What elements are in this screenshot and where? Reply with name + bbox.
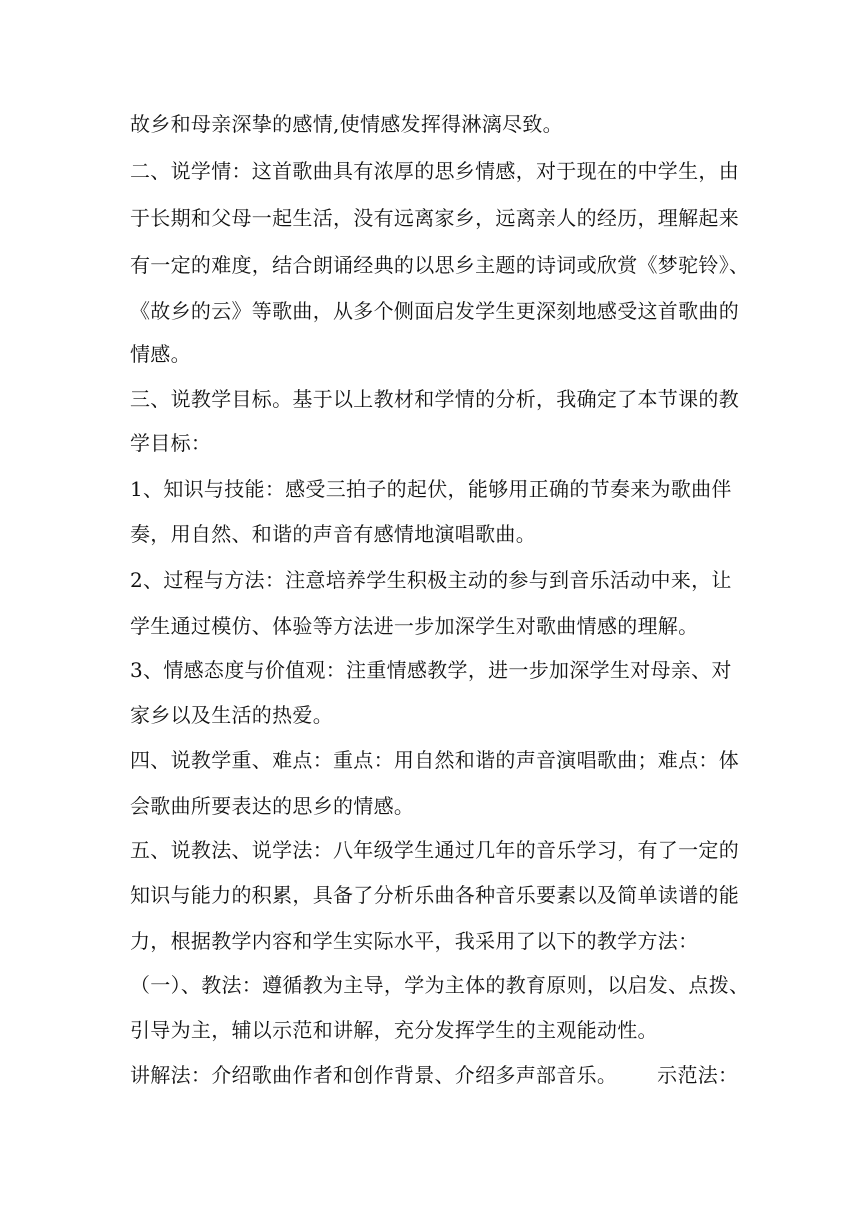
text-line: 1、知识与技能：感受三拍子的起伏，能够用正确的节奏来为歌曲伴 xyxy=(130,477,732,501)
text-line: 五、说教法、说学法：八年级学生通过几年的音乐学习，有了一定的 xyxy=(130,838,739,862)
text-line: 2、过程与方法：注意培养学生积极主动的参与到音乐活动中来，让 xyxy=(130,568,732,592)
text-line: 奏，用自然、和谐的声音有感情地演唱歌曲。 xyxy=(130,522,536,546)
text-line: 于长期和父母一起生活，没有远离家乡，远离亲人的经历，理解起来 xyxy=(130,206,739,230)
text-line: 3、情感态度与价值观：注重情感教学，进一步加深学生对母亲、对 xyxy=(130,658,732,682)
text-line: 情感。 xyxy=(130,342,191,366)
text-line: 讲解法：介绍歌曲作者和创作背景、介绍多声部音乐。 示范法： xyxy=(130,1063,739,1087)
text-line: 有一定的难度，结合朗诵经典的以思乡主题的诗词或欣赏《梦驼铃》、 xyxy=(130,253,750,277)
text-line: 力，根据教学内容和学生实际水平，我采用了以下的教学方法： xyxy=(130,929,699,953)
text-line: （一）、教法：遵循教为主导，学为主体的教育原则，以启发、点拨、 xyxy=(130,973,750,997)
text-line: 引导为主，辅以示范和讲解，充分发挥学生的主观能动性。 xyxy=(130,1018,658,1042)
text-line: 二、说学情：这首歌曲具有浓厚的思乡情感，对于现在的中学生，由 xyxy=(130,159,739,183)
text-line: 故乡和母亲深挚的感情,使情感发挥得淋漓尽致。 xyxy=(130,112,563,136)
text-line: 学生通过模仿、体验等方法进一步加深学生对歌曲情感的理解。 xyxy=(130,614,699,638)
text-line: 学目标： xyxy=(130,431,212,455)
text-line: 家乡以及生活的热爱。 xyxy=(130,703,333,727)
text-line: 会歌曲所要表达的思乡的情感。 xyxy=(130,794,415,818)
text-line: 四、说教学重、难点：重点：用自然和谐的声音演唱歌曲；难点：体 xyxy=(130,748,739,772)
text-line: 三、说教学目标。基于以上教材和学情的分析，我确定了本节课的教 xyxy=(130,387,739,411)
text-line: 知识与能力的积累，具备了分析乐曲各种音乐要素以及简单读谱的能 xyxy=(130,883,739,907)
text-line: 《故乡的云》等歌曲，从多个侧面启发学生更深刻地感受这首歌曲的 xyxy=(130,299,739,323)
